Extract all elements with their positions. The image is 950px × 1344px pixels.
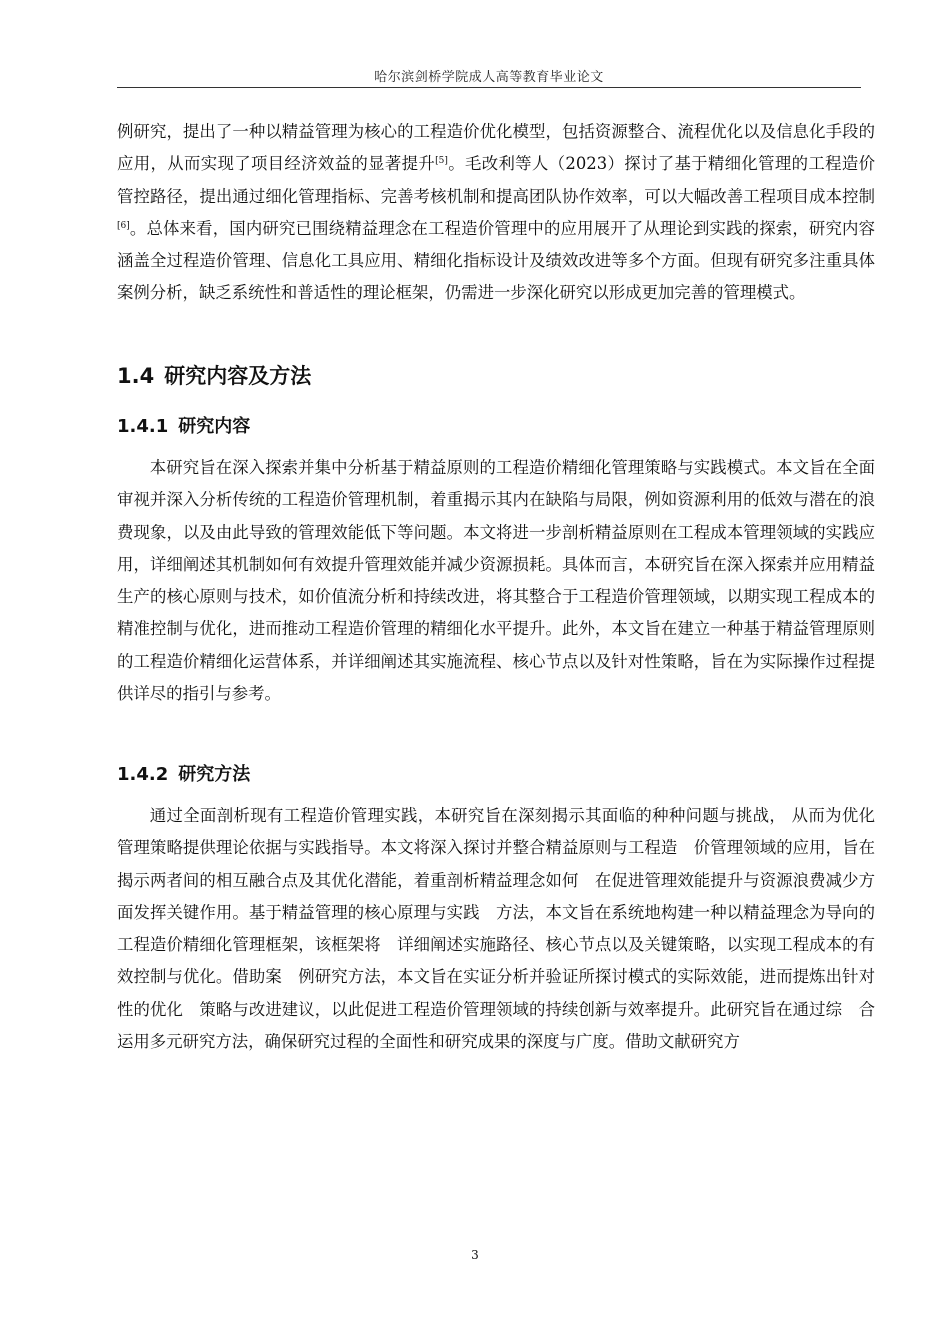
intro-text-part1: 例研究，提出了一种以精益管理为核心的工程造价优化模型，包括资源整合、流程优化以及信息化手段的应用，从而实现了项目经济效益的显著提升 [117, 122, 875, 174]
page-header: 哈尔滨剑桥学院成人高等教育毕业论文 [374, 70, 604, 85]
intro-paragraph [117, 116, 875, 310]
subsection-heading-1-4-1 [117, 412, 250, 438]
subsection-number: 1.4.1 [117, 416, 169, 437]
subsection-title: 研究内容 [178, 416, 251, 437]
research-method-paragraph: 通过全面剖析现有工程造价管理实践，本研究旨在深刻揭示其面临的种种问题与挑战， 从而为优化管理策略提供理论依据与实践指导。本文将深入探讨并整合精益原则与工程造 价管理领域的应用，旨在揭示两者间的相互融合点及其优化潜能，着重剖析精益理念如何 在促进管理效能提升与资源浪费减少方面发挥关键作用。基于精益管理的核心原理与实践 方法，本文旨在系统地构建一种以精益理念为导向的工程造价精细化管理框架，该框架将 详细阐述实施路径、核心节点以及关键策略，以实现工程成本的有效控制与优化。借助案 例研究方法，本文旨在实证分析并验证所探讨模式的实际效能，进而提炼出针对性的优化 策略与改进建议，以此促进工程造价管理领域的持续创新与效率提升。此研究旨在通过综 合运用多元研究方法，确保研究过程的全面性和研究成果的深度与广度。借助文献研究方 [117, 806, 875, 1052]
section-title: 研究内容及方法 [164, 364, 312, 388]
intro-text-part3: 。总体来看，国内研究已围绕精益理念在工程造价管理中的应用展开了从理论到实践的探索，研究内容涵盖全过程造价管理、信息化工具应用、精细化指标设计及绩效改进等多个方面。但现有研究多注重具体案例分析，缺乏系统性和普适性的理论框架，仍需进一步深化研究以形成更加完善的管理模式。 [117, 218, 875, 303]
citation-5: [5] [435, 156, 448, 167]
intro-text-part2: 。毛改利等人（2023）探讨了基于精细化管理的工程造价管控路径，提出通过细化管理指标、完善考核机制和提高团队协作效率，可以大幅改善工程项目成本控制 [117, 154, 875, 206]
citation-6: [6] [117, 220, 130, 231]
subsection-number: 1.4.2 [117, 764, 169, 785]
page-number: 3 [471, 1248, 479, 1262]
header-divider [117, 87, 861, 88]
subsection-title: 研究方法 [178, 764, 251, 785]
subsection-heading-1-4-2 [117, 760, 250, 786]
research-content-paragraph: 本研究旨在深入探索并集中分析基于精益原则的工程造价精细化管理策略与实践模式。本文旨在全面审视并深入分析传统的工程造价管理机制，着重揭示其内在缺陷与局限，例如资源利用的低效与潜在的浪费现象，以及由此导致的管理效能低下等问题。本文将进一步剖析精益原则在工程成本管理领域的实践应用，详细阐述其机制如何有效提升管理效能并减少资源损耗。具体而言，本研究旨在深入探索并应用精益生产的核心原则与技术，如价值流分析和持续改进，将其整合于工程造价管理领域，以期实现工程成本的精准控制与优化，进而推动工程造价管理的精细化水平提升。此外，本文旨在建立一种基于精益管理原则的工程造价精细化运营体系，并详细阐述其实施流程、核心节点以及针对性策略，旨在为实际操作过程提供详尽的指引与参考。 [117, 458, 875, 704]
section-heading-1-4 [117, 360, 311, 390]
section-number: 1.4 [117, 364, 155, 388]
